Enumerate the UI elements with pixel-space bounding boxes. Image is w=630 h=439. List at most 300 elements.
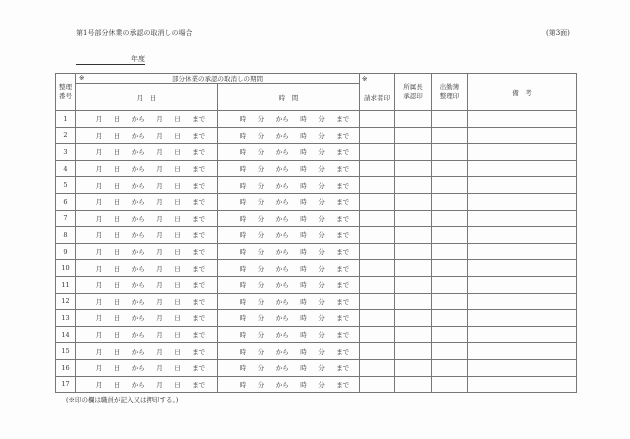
hour-label: 時 (300, 297, 307, 306)
table-row (56, 276, 577, 293)
page-label: (第3面) (546, 29, 570, 37)
hour-label: 時 (300, 181, 307, 190)
header-period-title: 部分休業の承認の取消しの期間 (172, 75, 263, 83)
requester-seal-cell[interactable] (360, 193, 395, 210)
until-label: まで (336, 248, 350, 257)
until-label: まで (336, 364, 350, 373)
manager-seal-cell[interactable] (395, 177, 432, 194)
until-label: まで (192, 331, 206, 340)
from-label: から (275, 181, 289, 190)
from-label: から (275, 248, 289, 257)
date-range-field[interactable] (76, 177, 218, 194)
from-label: から (275, 198, 289, 207)
remarks-cell[interactable] (468, 260, 577, 277)
attendance-seal-cell[interactable] (432, 177, 468, 194)
until-label: まで (336, 181, 350, 190)
remarks-cell[interactable] (468, 160, 577, 177)
minute-label: 分 (257, 131, 265, 140)
until-label: まで (336, 264, 350, 273)
attendance-seal-cell[interactable] (432, 260, 468, 277)
hour-label: 時 (239, 165, 247, 174)
table-row (56, 343, 577, 360)
attendance-seal-cell[interactable] (432, 111, 468, 128)
requester-seal-cell[interactable] (360, 376, 395, 393)
month-label: 月 (95, 165, 103, 174)
hour-label: 時 (239, 148, 247, 157)
requester-seal-cell[interactable] (360, 111, 395, 128)
time-range-field[interactable] (218, 359, 360, 376)
time-range-field[interactable] (218, 376, 360, 393)
minute-label: 分 (257, 380, 265, 389)
requester-seal-cell[interactable] (360, 160, 395, 177)
table-row (56, 111, 577, 128)
minute-label: 分 (318, 347, 325, 356)
remarks-cell[interactable] (468, 227, 577, 244)
hour-label: 時 (300, 198, 307, 207)
hour-label: 時 (239, 264, 247, 273)
until-label: まで (336, 131, 350, 140)
date-range-field[interactable] (76, 227, 218, 244)
remarks-cell[interactable] (468, 343, 577, 360)
hour-label: 時 (300, 380, 307, 389)
row-number: 8 (56, 227, 76, 244)
month-label: 月 (156, 148, 163, 157)
month-label: 月 (95, 347, 103, 356)
day-label: 日 (113, 380, 121, 389)
table-row (56, 144, 577, 161)
month-label: 月 (95, 264, 103, 273)
time-range-field[interactable] (218, 111, 360, 128)
requester-seal-cell[interactable] (360, 260, 395, 277)
until-label: まで (192, 131, 206, 140)
minute-label: 分 (257, 165, 265, 174)
time-range-field[interactable] (218, 293, 360, 310)
manager-seal-cell[interactable] (395, 293, 432, 310)
until-label: まで (192, 115, 206, 124)
from-label: から (275, 131, 289, 140)
row-number: 17 (56, 376, 76, 393)
remarks-cell[interactable] (468, 326, 577, 343)
minute-label: 分 (257, 248, 265, 257)
until-label: まで (192, 214, 206, 223)
until-label: まで (336, 314, 350, 323)
table-row (56, 376, 577, 393)
minute-label: 分 (257, 297, 265, 306)
header-period (76, 74, 360, 84)
minute-label: 分 (257, 181, 265, 190)
remarks-cell[interactable] (468, 310, 577, 327)
day-label: 日 (113, 165, 121, 174)
header-requester-seal (360, 74, 395, 111)
attendance-seal-cell[interactable] (432, 359, 468, 376)
header-number-line1: 整理 (59, 83, 72, 91)
day-label: 日 (113, 198, 121, 207)
date-range-field[interactable] (76, 160, 218, 177)
month-label: 月 (156, 115, 163, 124)
minute-label: 分 (318, 198, 325, 207)
manager-seal-cell[interactable] (395, 193, 432, 210)
remarks-cell[interactable] (468, 127, 577, 144)
attendance-seal-cell[interactable] (432, 210, 468, 227)
attendance-seal-cell[interactable] (432, 293, 468, 310)
day-label: 日 (113, 131, 121, 140)
attendance-seal-cell[interactable] (432, 343, 468, 360)
time-range-field[interactable] (218, 127, 360, 144)
month-label: 月 (95, 297, 103, 306)
time-range-field[interactable] (218, 193, 360, 210)
attendance-seal-cell[interactable] (432, 193, 468, 210)
until-label: まで (336, 165, 350, 174)
minute-label: 分 (318, 148, 325, 157)
date-range-field[interactable] (76, 376, 218, 393)
month-label: 月 (95, 198, 103, 207)
date-range-field[interactable] (76, 326, 218, 343)
attendance-seal-cell[interactable] (432, 243, 468, 260)
remarks-cell[interactable] (468, 376, 577, 393)
hour-label: 時 (300, 131, 307, 140)
until-label: まで (336, 281, 350, 290)
remarks-cell[interactable] (468, 177, 577, 194)
hour-label: 時 (300, 214, 307, 223)
month-label: 月 (156, 281, 163, 290)
from-label: から (131, 231, 145, 240)
day-label: 日 (113, 281, 121, 290)
minute-label: 分 (257, 264, 265, 273)
date-range-field[interactable] (76, 127, 218, 144)
fiscal-year-label: 年度 (131, 55, 145, 63)
table-row (56, 326, 577, 343)
manager-seal-cell[interactable] (395, 227, 432, 244)
month-label: 月 (95, 148, 103, 157)
time-range-field[interactable] (218, 343, 360, 360)
minute-label: 分 (318, 214, 325, 223)
hour-label: 時 (300, 264, 307, 273)
hour-label: 時 (239, 248, 247, 257)
date-range-field[interactable] (76, 243, 218, 260)
day-label: 日 (174, 214, 181, 223)
time-range-field[interactable] (218, 210, 360, 227)
requester-seal-cell[interactable] (360, 326, 395, 343)
header-manager-line2: 承認印 (403, 92, 423, 100)
row-number: 5 (56, 177, 76, 194)
day-label: 日 (174, 380, 181, 389)
day-label: 日 (174, 198, 181, 207)
remarks-cell[interactable] (468, 293, 577, 310)
date-range-field[interactable] (76, 276, 218, 293)
hour-label: 時 (239, 198, 247, 207)
minute-label: 分 (318, 364, 325, 373)
minute-label: 分 (257, 214, 265, 223)
day-label: 日 (113, 181, 121, 190)
time-range-field[interactable] (218, 177, 360, 194)
requester-seal-cell[interactable] (360, 227, 395, 244)
from-label: から (275, 297, 289, 306)
from-label: から (275, 214, 289, 223)
requester-seal-cell[interactable] (360, 127, 395, 144)
minute-label: 分 (318, 165, 325, 174)
month-label: 月 (156, 314, 163, 323)
month-label: 月 (95, 364, 103, 373)
until-label: まで (192, 198, 206, 207)
until-label: まで (336, 214, 350, 223)
time-range-field[interactable] (218, 227, 360, 244)
remarks-cell[interactable] (468, 144, 577, 161)
month-label: 月 (156, 198, 163, 207)
manager-seal-cell[interactable] (395, 243, 432, 260)
from-label: から (275, 115, 289, 124)
day-label: 日 (174, 231, 181, 240)
minute-label: 分 (318, 131, 325, 140)
time-range-field[interactable] (218, 160, 360, 177)
date-range-field[interactable] (76, 210, 218, 227)
from-label: から (275, 264, 289, 273)
minute-label: 分 (318, 248, 325, 257)
hour-label: 時 (239, 347, 247, 356)
header-attendance-line2: 整理印 (439, 92, 460, 100)
minute-label: 分 (257, 331, 265, 340)
hour-label: 時 (300, 281, 307, 290)
hour-label: 時 (300, 165, 307, 174)
from-label: から (275, 380, 289, 389)
manager-seal-cell[interactable] (395, 359, 432, 376)
until-label: まで (336, 347, 350, 356)
date-range-field[interactable] (76, 310, 218, 327)
date-range-field[interactable] (76, 111, 218, 128)
manager-seal-cell[interactable] (395, 343, 432, 360)
hour-label: 時 (300, 314, 307, 323)
table-row (56, 160, 577, 177)
requester-seal-cell[interactable] (360, 359, 395, 376)
month-label: 月 (95, 231, 103, 240)
from-label: から (131, 115, 145, 124)
hour-label: 時 (239, 281, 247, 290)
month-label: 月 (95, 380, 103, 389)
day-label: 日 (113, 297, 121, 306)
from-label: から (131, 314, 145, 323)
until-label: まで (192, 165, 206, 174)
month-label: 月 (95, 115, 103, 124)
hour-label: 時 (239, 231, 247, 240)
day-label: 日 (113, 314, 121, 323)
until-label: まで (192, 380, 206, 389)
month-label: 月 (156, 331, 163, 340)
header-number (56, 74, 76, 111)
day-label: 日 (113, 214, 121, 223)
remarks-cell[interactable] (468, 193, 577, 210)
day-label: 日 (113, 231, 121, 240)
hour-label: 時 (300, 248, 307, 257)
from-label: から (131, 248, 145, 257)
until-label: まで (192, 181, 206, 190)
time-range-field[interactable] (218, 276, 360, 293)
month-label: 月 (95, 331, 103, 340)
until-label: まで (192, 148, 206, 157)
time-range-field[interactable] (218, 144, 360, 161)
table-row (56, 359, 577, 376)
requester-seal-cell[interactable] (360, 210, 395, 227)
manager-seal-cell[interactable] (395, 160, 432, 177)
minute-label: 分 (257, 281, 265, 290)
manager-seal-cell[interactable] (395, 111, 432, 128)
row-number: 10 (56, 260, 76, 277)
until-label: まで (192, 281, 206, 290)
minute-label: 分 (318, 231, 325, 240)
minute-label: 分 (318, 115, 325, 124)
day-label: 日 (174, 281, 181, 290)
requester-seal-cell[interactable] (360, 310, 395, 327)
cancellation-table (55, 73, 577, 393)
minute-label: 分 (318, 281, 325, 290)
header-time: 時 間 (218, 84, 360, 111)
month-label: 月 (156, 264, 163, 273)
header-remarks: 備 考 (468, 74, 577, 111)
requester-seal-cell[interactable] (360, 293, 395, 310)
requester-seal-cell[interactable] (360, 144, 395, 161)
attendance-seal-cell[interactable] (432, 144, 468, 161)
month-label: 月 (156, 248, 163, 257)
minute-label: 分 (318, 331, 325, 340)
table-row (56, 293, 577, 310)
manager-seal-cell[interactable] (395, 144, 432, 161)
until-label: まで (192, 297, 206, 306)
from-label: から (275, 231, 289, 240)
date-range-field[interactable] (76, 144, 218, 161)
attendance-seal-cell[interactable] (432, 127, 468, 144)
remarks-cell[interactable] (468, 111, 577, 128)
hour-label: 時 (300, 148, 307, 157)
day-label: 日 (174, 131, 181, 140)
hour-label: 時 (239, 297, 247, 306)
hour-label: 時 (239, 380, 247, 389)
until-label: まで (336, 115, 350, 124)
date-range-field[interactable] (76, 343, 218, 360)
minute-label: 分 (318, 380, 325, 389)
date-range-field[interactable] (76, 359, 218, 376)
time-range-field[interactable] (218, 260, 360, 277)
row-number: 13 (56, 310, 76, 327)
day-label: 日 (174, 115, 181, 124)
minute-label: 分 (257, 314, 265, 323)
minute-label: 分 (257, 364, 265, 373)
day-label: 日 (113, 248, 121, 257)
time-range-field[interactable] (218, 310, 360, 327)
from-label: から (131, 281, 145, 290)
manager-seal-cell[interactable] (395, 326, 432, 343)
month-label: 月 (156, 364, 163, 373)
manager-seal-cell[interactable] (395, 210, 432, 227)
date-range-field[interactable] (76, 260, 218, 277)
day-label: 日 (113, 364, 121, 373)
form-title: 第1号部分休業の承認の取消しの場合 (76, 29, 193, 37)
header-manager-line1: 所属長 (403, 83, 423, 91)
attendance-seal-cell[interactable] (432, 227, 468, 244)
attendance-seal-cell[interactable] (432, 376, 468, 393)
manager-seal-cell[interactable] (395, 260, 432, 277)
until-label: まで (336, 148, 350, 157)
requester-seal-cell[interactable] (360, 276, 395, 293)
table-row (56, 177, 577, 194)
from-label: から (131, 297, 145, 306)
requester-seal-cell[interactable] (360, 243, 395, 260)
manager-seal-cell[interactable] (395, 127, 432, 144)
day-label: 日 (174, 181, 181, 190)
table-row (56, 210, 577, 227)
until-label: まで (336, 231, 350, 240)
row-number: 2 (56, 127, 76, 144)
day-label: 日 (113, 347, 121, 356)
remarks-cell[interactable] (468, 243, 577, 260)
day-label: 日 (113, 331, 121, 340)
from-label: から (275, 165, 289, 174)
month-label: 月 (156, 297, 163, 306)
attendance-seal-cell[interactable] (432, 326, 468, 343)
row-number: 15 (56, 343, 76, 360)
row-number: 14 (56, 326, 76, 343)
manager-seal-cell[interactable] (395, 276, 432, 293)
month-label: 月 (95, 181, 103, 190)
day-label: 日 (174, 248, 181, 257)
month-label: 月 (156, 131, 163, 140)
from-label: から (131, 364, 145, 373)
table-row (56, 243, 577, 260)
until-label: まで (192, 347, 206, 356)
time-range-field[interactable] (218, 243, 360, 260)
minute-label: 分 (257, 347, 265, 356)
row-number: 7 (56, 210, 76, 227)
from-label: から (131, 198, 145, 207)
day-label: 日 (174, 347, 181, 356)
month-label: 月 (156, 214, 163, 223)
from-label: から (275, 281, 289, 290)
minute-label: 分 (318, 181, 325, 190)
attendance-seal-cell[interactable] (432, 310, 468, 327)
day-label: 日 (174, 314, 181, 323)
hour-label: 時 (239, 115, 247, 124)
row-number: 1 (56, 111, 76, 128)
manager-seal-cell[interactable] (395, 376, 432, 393)
month-label: 月 (156, 347, 163, 356)
day-label: 日 (113, 148, 121, 157)
remarks-cell[interactable] (468, 359, 577, 376)
until-label: まで (192, 264, 206, 273)
attendance-seal-cell[interactable] (432, 160, 468, 177)
hour-label: 時 (239, 364, 247, 373)
month-label: 月 (95, 214, 103, 223)
time-range-field[interactable] (218, 326, 360, 343)
requester-seal-cell[interactable] (360, 177, 395, 194)
requester-seal-cell[interactable] (360, 343, 395, 360)
remarks-cell[interactable] (468, 210, 577, 227)
date-range-field[interactable] (76, 293, 218, 310)
remarks-cell[interactable] (468, 276, 577, 293)
day-label: 日 (174, 364, 181, 373)
minute-label: 分 (257, 148, 265, 157)
from-label: から (275, 364, 289, 373)
from-label: から (131, 181, 145, 190)
manager-seal-cell[interactable] (395, 310, 432, 327)
month-label: 月 (156, 380, 163, 389)
row-number: 3 (56, 144, 76, 161)
header-date: 月 日 (76, 84, 218, 111)
day-label: 日 (113, 115, 121, 124)
date-range-field[interactable] (76, 193, 218, 210)
table-row (56, 227, 577, 244)
fiscal-year-field[interactable] (76, 55, 145, 65)
row-number: 6 (56, 193, 76, 210)
until-label: まで (192, 248, 206, 257)
until-label: まで (192, 231, 206, 240)
attendance-seal-cell[interactable] (432, 276, 468, 293)
